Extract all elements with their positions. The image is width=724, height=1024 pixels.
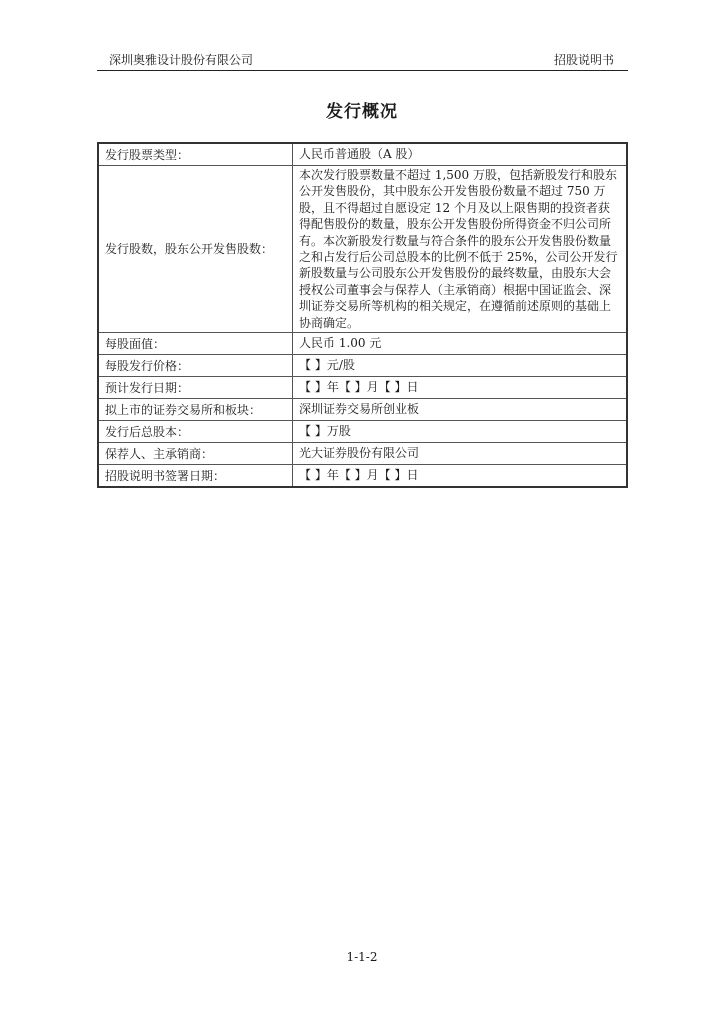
- row-value: 人民币普通股（A 股）: [293, 143, 628, 166]
- table-row: [98, 143, 627, 166]
- table-row: [98, 333, 627, 355]
- header-company-name: 深圳奥雅设计股份有限公司: [109, 53, 254, 67]
- page-number: 1-1-2: [346, 950, 378, 964]
- row-label: 每股面值：: [98, 333, 293, 355]
- table-row: [98, 443, 627, 465]
- row-value: 人民币 1.00 元: [293, 333, 628, 355]
- table-row: [98, 377, 627, 399]
- row-value: 【 】万股: [293, 421, 628, 443]
- header-document-type: 招股说明书: [553, 53, 614, 67]
- row-label: 发行股票类型：: [98, 143, 293, 166]
- row-label: 预计发行日期：: [98, 377, 293, 399]
- offering-summary-table: [97, 142, 628, 488]
- row-label: 发行后总股本：: [98, 421, 293, 443]
- page-header: [97, 50, 628, 71]
- row-value: 【 】年【 】月【 】日: [293, 377, 628, 399]
- page-title: 发行概况: [326, 102, 398, 122]
- row-label: 发行股数，股东公开发售股数：: [98, 166, 293, 333]
- table-row: [98, 465, 627, 488]
- table-row: [98, 355, 627, 377]
- row-label: 每股发行价格：: [98, 355, 293, 377]
- row-label: 招股说明书签署日期：: [98, 465, 293, 488]
- row-value: 【 】年【 】月【 】日: [293, 465, 628, 488]
- row-value: 【 】元/股: [293, 355, 628, 377]
- row-value: 光大证券股份有限公司: [293, 443, 628, 465]
- table-row: [98, 166, 627, 333]
- row-value: 本次发行股票数量不超过 1,500 万股，包括新股发行和股东公开发售股份，其中股东公开发售股份数量不超过 750 万股，且不得超过自愿设定 12 个月及以上限售期的投资者获得配售股份的数量，股东公开发售股份所得资金不归公司所有。本次新股发行数量与符合条件的股东公开发售股份数量之和占发行后公司总股本的比例不低于 25%，公司公开发行新股数量与公司股东公开发售股份的最终数量，由股东大会授权公司董事会与保荐人（主承销商）根据中国证监会、深圳证券交易所等机构的相关规定，在遵循前述原则的基础上协商确定。: [293, 166, 628, 333]
- row-label: 保荐人、主承销商：: [98, 443, 293, 465]
- table-row: [98, 421, 627, 443]
- row-value: 深圳证券交易所创业板: [293, 399, 628, 421]
- table-row: [98, 399, 627, 421]
- row-label: 拟上市的证券交易所和板块：: [98, 399, 293, 421]
